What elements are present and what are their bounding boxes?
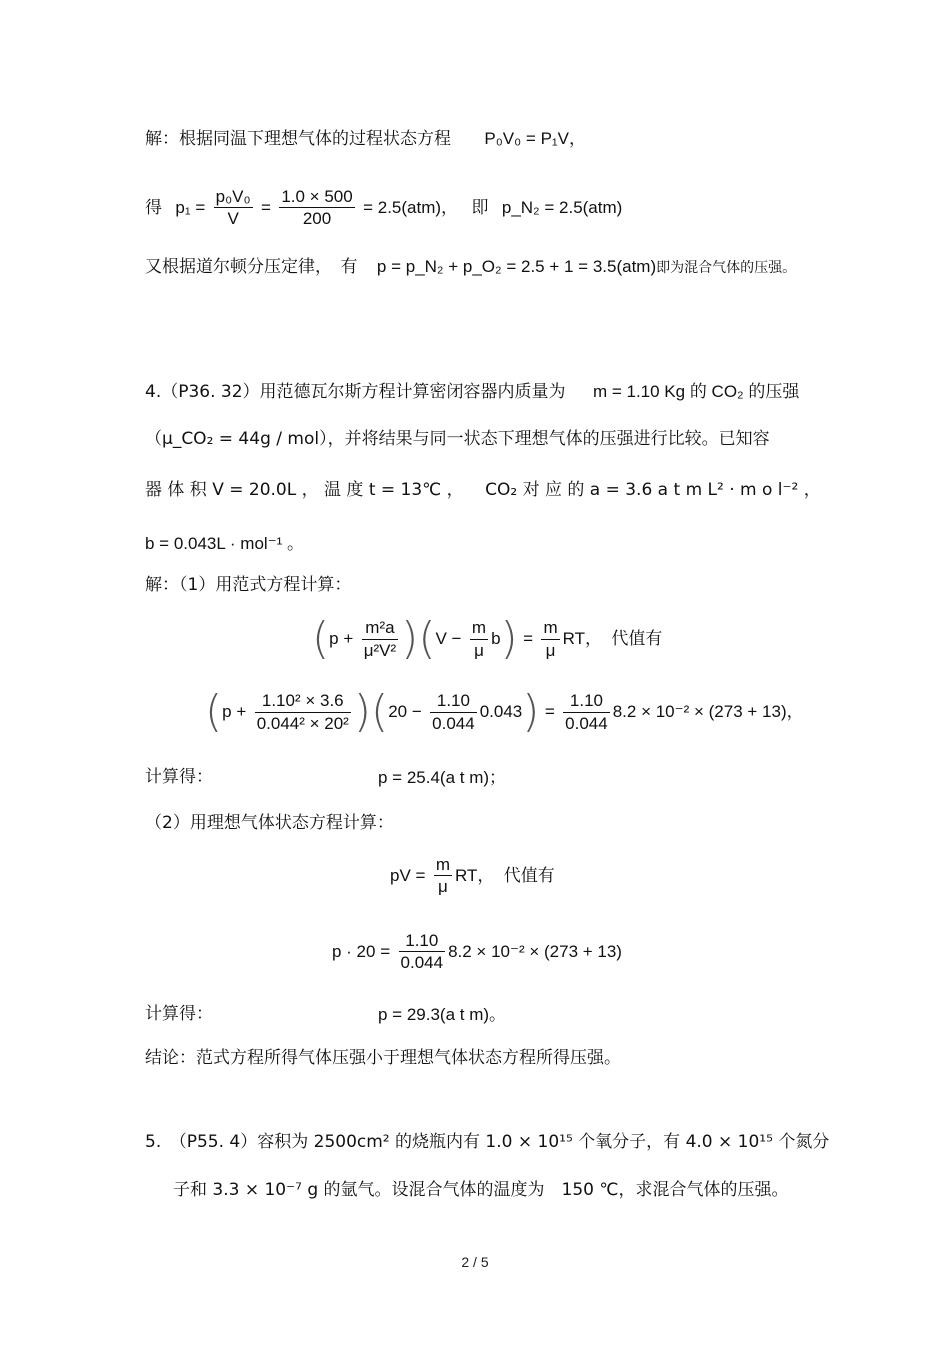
page-number: 2 / 5 xyxy=(461,1254,489,1270)
result-2-5-atm: = 2.5(atm)， xyxy=(363,197,459,217)
fraction-m-over-mu-1: $\frac{m}{\mu}$ xyxy=(471,618,487,660)
equals-sign: = xyxy=(260,197,271,217)
paren-right-1: ) xyxy=(401,613,419,664)
paren-right-2: ) xyxy=(500,613,518,664)
fraction-num-n-1: $\frac{1.10}{0.044}$ xyxy=(432,691,475,733)
ideal-gas-numeric-equation xyxy=(332,930,622,974)
vdw-v: V − xyxy=(435,629,462,648)
problem-4-mass: m = 1.10 Kg 的 CO₂ 的压强 xyxy=(592,382,800,401)
dalton-equation: p = p_N₂ + p_O₂ = 2.5 + 1 = 3.5(atm) xyxy=(376,257,657,276)
ig-substitute-text: 代值有 xyxy=(503,865,555,886)
ig2-p: p · 20 = xyxy=(332,941,391,961)
fraction-m2a-over-mu2v2: $\frac{\text{m²a}}{\text{μ²V²}}$ xyxy=(363,618,397,660)
ig-rt: RT， xyxy=(455,865,495,885)
num-p: p + xyxy=(222,702,247,721)
fraction-ig2: $\frac{1.10}{0.044}$ xyxy=(400,931,444,973)
solution-line-2 xyxy=(145,186,622,230)
fraction-num-n-2: $\frac{1.10}{0.044}$ xyxy=(565,691,608,733)
paren-left-3: ( xyxy=(205,686,223,737)
paren-left-2: ( xyxy=(418,613,436,664)
problem-4-line-2 xyxy=(145,431,770,448)
problem-4-molar-mass: （μ_CO₂ = 44g / mol），并将结果与同一状态下理想气体的压强进行比较。已知容 xyxy=(145,429,770,449)
fraction-p0v0-over-v: $\frac{\text{p₀V₀}}{V}$ xyxy=(215,187,251,229)
conclusion-line xyxy=(145,1050,621,1067)
vdw-equation xyxy=(312,613,663,664)
num-b: 0.043 xyxy=(479,702,523,721)
solution-line-1 xyxy=(145,130,586,148)
result-1-value: p = 25.4(a t m)； xyxy=(378,768,507,787)
solution-4-part-2-heading xyxy=(145,815,394,832)
conclusion-text: 结论：范式方程所得气体压强小于理想气体状态方程所得压强。 xyxy=(145,1048,621,1068)
result-1-label: 计算得： xyxy=(145,767,213,787)
fraction-num-a-term: $\frac{\text{1.10² × 3.6}}{\text{0.044² × 20²}}$ xyxy=(256,691,349,733)
vdw-b: b xyxy=(491,629,501,648)
problem-4-volume-temp: 器 体 积 V = 20.0L ， 温 度 t = 13℃ ， xyxy=(145,480,464,500)
vdw-rt: RT， xyxy=(562,629,602,648)
solution-line-3 xyxy=(145,258,796,276)
problem-4-line-4 xyxy=(145,535,304,553)
num-20: 20 − xyxy=(388,702,422,721)
dalton-tail-text: 即为混合气体的压强。 xyxy=(656,260,797,276)
vdw-p: p + xyxy=(329,629,354,648)
result-2-line xyxy=(145,1004,507,1024)
num-equals: = xyxy=(544,702,555,721)
ideal-gas-equation xyxy=(390,854,555,898)
pn2-value: p_N₂ = 2.5(atm) xyxy=(501,197,623,217)
result-2-value: p = 29.3(a t m)。 xyxy=(378,1005,507,1024)
problem-4-line-3 xyxy=(145,482,821,499)
fraction-1-0x500-over-200: $\frac{1.0 \times 500}{200}$ xyxy=(281,187,353,229)
paren-right-3: ) xyxy=(353,686,372,737)
vdw-numeric-equation xyxy=(205,686,804,737)
solution-4-heading xyxy=(145,577,351,594)
num-rt-value: 8.2 × 10⁻² × (273 + 13)， xyxy=(612,702,804,721)
vdw-equals: = xyxy=(523,629,534,648)
ideal-gas-heading: （2）用理想气体状态方程计算： xyxy=(145,813,394,833)
problem-5-line-2 xyxy=(173,1182,788,1199)
label-de: 得 xyxy=(145,197,162,218)
ig-pv: pV = xyxy=(390,865,426,885)
paren-left-4: ( xyxy=(371,686,389,737)
problem-4-text: 4.（P36. 32）用范德瓦尔斯方程计算密闭容器内质量为 xyxy=(145,382,566,402)
problem-5-line-1 xyxy=(145,1134,829,1151)
problem-5-text: 5. （P55. 4）容积为 2500cm² 的烧瓶内有 1.0 × 10¹⁵ 个氧分子，有 4.0 × 10¹⁵ 个氮分 xyxy=(145,1132,830,1152)
vdw-heading: 解：（1）用范式方程计算： xyxy=(145,575,352,595)
p1-symbol: p₁ = xyxy=(175,197,206,217)
result-1-line xyxy=(145,767,507,787)
dalton-law-text: 又根据道尔顿分压定律， 有 xyxy=(145,257,358,277)
process-equation: P₀V₀ = P₁V， xyxy=(484,129,586,148)
problem-5-text-2: 子和 3.3 × 10⁻⁷ g 的氩气。设混合气体的温度为 150 ℃，求混合气体的压强。 xyxy=(173,1180,789,1200)
problem-4-constant-b: b = 0.043L · mol⁻¹ 。 xyxy=(145,534,305,553)
fraction-m-over-mu-2: $\frac{m}{\mu}$ xyxy=(543,618,558,660)
solution-text: 解：根据同温下理想气体的过程状态方程 xyxy=(145,129,451,149)
label-ji: 即 xyxy=(471,197,489,218)
paren-right-4: ) xyxy=(522,686,540,737)
ig2-rest: 8.2 × 10⁻² × (273 + 13) xyxy=(448,941,622,961)
fraction-m-over-mu-3: $\frac{m}{\mu}$ xyxy=(435,855,451,897)
result-2-label: 计算得： xyxy=(145,1004,213,1024)
problem-4-line-1 xyxy=(145,383,799,401)
vdw-substitute-text: 代值有 xyxy=(611,629,663,649)
paren-left-1: ( xyxy=(312,613,330,664)
problem-4-constant-a: CO₂ 对 应 的 a = 3.6 a t m L² · m o l⁻² ， xyxy=(485,480,821,500)
